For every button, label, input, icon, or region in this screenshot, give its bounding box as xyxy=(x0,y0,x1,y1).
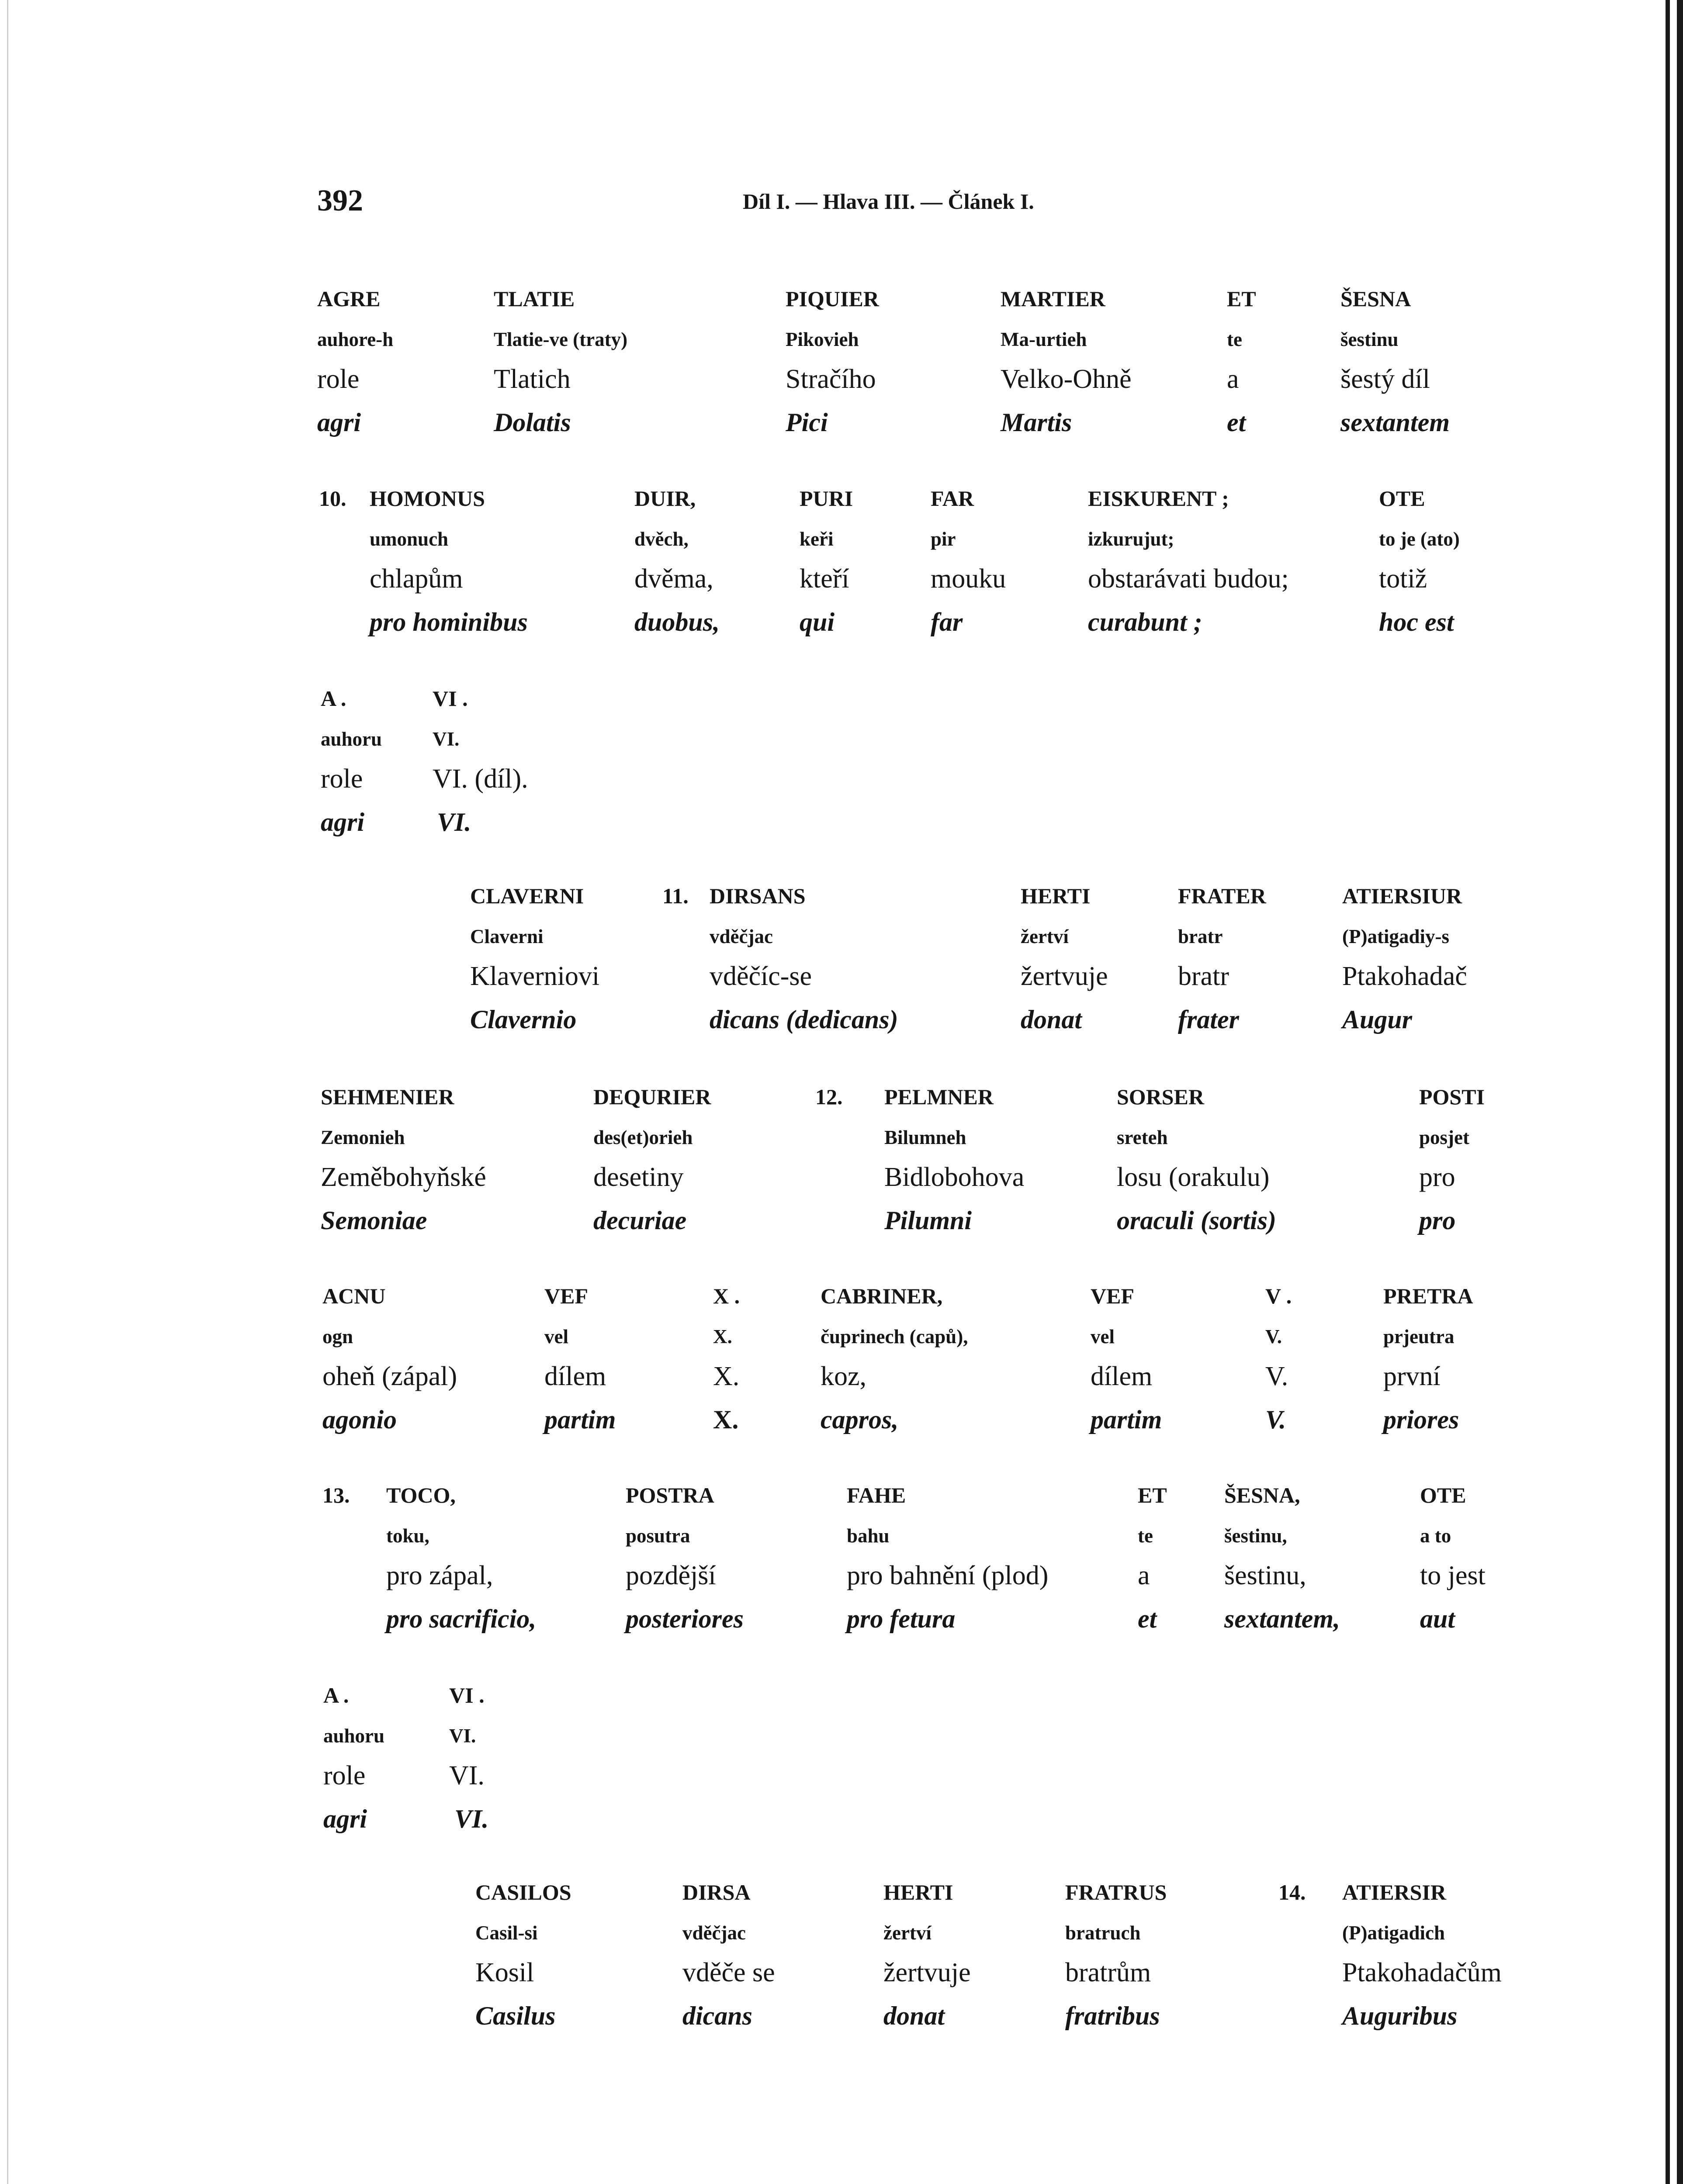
latin-translation: far xyxy=(931,608,963,636)
czech-word: první xyxy=(1383,1362,1441,1391)
latin-translation: Auguribus xyxy=(1342,2001,1458,2030)
left-page-edge xyxy=(7,0,8,2184)
latin-translation: pro fetura xyxy=(847,1604,956,1633)
czech-word: šestý díl xyxy=(1340,364,1430,394)
latin-word: PELMNER xyxy=(884,1085,994,1109)
section-number: 12. xyxy=(815,1085,843,1109)
slavic-word: šestinu, xyxy=(1224,1525,1287,1547)
latin-translation: agri xyxy=(321,808,365,836)
czech-word: Ptakohadačům xyxy=(1342,1958,1502,1987)
latin-word: HOMONUS xyxy=(370,486,485,511)
latin-translation: X. xyxy=(713,1405,739,1434)
slavic-word: toku, xyxy=(386,1525,429,1547)
section-number: 11. xyxy=(662,884,689,908)
latin-translation: agri xyxy=(317,408,361,437)
slavic-word: keři xyxy=(800,528,834,550)
slavic-word: izkurujut; xyxy=(1088,528,1174,550)
slavic-word: posutra xyxy=(626,1525,690,1547)
slavic-word: pir xyxy=(931,528,956,550)
czech-word: pozdější xyxy=(626,1561,716,1590)
czech-word: pro zápal, xyxy=(386,1561,493,1590)
czech-word: dvěma, xyxy=(634,564,713,594)
running-title: Díl I. — Hlava III. — Článek I. xyxy=(743,189,1034,214)
section-number: 14. xyxy=(1278,1880,1306,1904)
czech-word: vděčíc-se xyxy=(710,961,812,991)
czech-word: obstarávati budou; xyxy=(1088,564,1289,594)
slavic-word: auhoru xyxy=(323,1725,385,1747)
czech-word: role xyxy=(317,364,360,394)
slavic-word: prjeutra xyxy=(1383,1326,1454,1348)
slavic-word: des(et)orieh xyxy=(593,1127,693,1148)
latin-translation: VI. xyxy=(437,808,471,836)
latin-translation: donat xyxy=(1021,1005,1082,1034)
slavic-word: umonuch xyxy=(370,528,449,550)
latin-word: FRATRUS xyxy=(1065,1880,1167,1904)
latin-translation: curabunt ; xyxy=(1088,608,1202,636)
latin-word: FAHE xyxy=(847,1483,906,1507)
latin-translation: hoc est xyxy=(1379,608,1454,636)
czech-word: totiž xyxy=(1379,564,1427,594)
slavic-word: (P)atigadiy-s xyxy=(1342,926,1449,947)
latin-translation: duobus, xyxy=(634,608,720,636)
section-number: 10. xyxy=(319,486,346,511)
latin-word: EISKURENT ; xyxy=(1088,486,1229,511)
slavic-word: Zemonieh xyxy=(321,1127,405,1148)
slavic-word: auhore-h xyxy=(317,328,394,350)
latin-translation: qui xyxy=(800,608,835,636)
latin-word: ŠESNA, xyxy=(1224,1483,1300,1507)
latin-word: PURI xyxy=(800,486,853,511)
czech-word: Klaverniovi xyxy=(470,961,600,991)
czech-word: chlapům xyxy=(370,564,463,594)
czech-word: pro xyxy=(1419,1162,1455,1192)
latin-translation: aut xyxy=(1420,1604,1455,1633)
latin-word: FAR xyxy=(931,486,974,511)
latin-word: VI . xyxy=(449,1683,485,1707)
latin-word: HERTI xyxy=(883,1880,953,1904)
latin-translation: partim xyxy=(1091,1405,1162,1434)
latin-word: OTE xyxy=(1420,1483,1466,1507)
slavic-word: VI. xyxy=(449,1725,476,1747)
czech-word: oheň (zápal) xyxy=(322,1362,457,1391)
latin-word: ACNU xyxy=(322,1284,386,1308)
latin-translation: posteriores xyxy=(626,1604,744,1633)
slavic-word: žertví xyxy=(883,1922,932,1944)
latin-word: MARTIER xyxy=(1001,287,1105,311)
latin-translation: Augur xyxy=(1342,1005,1413,1034)
slavic-word: sreteh xyxy=(1117,1127,1168,1148)
latin-word: VEF xyxy=(544,1284,588,1308)
latin-translation: pro sacrificio, xyxy=(386,1604,537,1633)
czech-word: dílem xyxy=(1091,1362,1153,1391)
right-page-edge-outer xyxy=(1677,0,1683,2184)
slavic-word: to je (ato) xyxy=(1379,528,1460,550)
latin-translation: et xyxy=(1227,408,1246,437)
right-page-edge xyxy=(1666,0,1670,2184)
latin-translation: priores xyxy=(1383,1405,1459,1434)
slavic-word: bahu xyxy=(847,1525,890,1547)
slavic-word: čuprinech (capů), xyxy=(821,1326,968,1348)
slavic-word: a to xyxy=(1420,1525,1451,1547)
slavic-word: auhoru xyxy=(321,728,382,750)
czech-word: a xyxy=(1138,1561,1150,1590)
slavic-word: V. xyxy=(1265,1326,1282,1348)
latin-translation: capros, xyxy=(821,1405,899,1434)
slavic-word: (P)atigadich xyxy=(1342,1922,1445,1944)
latin-word: DEQURIER xyxy=(593,1085,711,1109)
czech-word: X. xyxy=(713,1362,740,1391)
slavic-word: ogn xyxy=(322,1326,353,1348)
latin-translation: et xyxy=(1138,1604,1157,1633)
latin-translation: sextantem, xyxy=(1224,1604,1340,1633)
latin-translation: V. xyxy=(1265,1405,1286,1434)
latin-translation: VI. xyxy=(454,1804,489,1833)
slavic-word: bratr xyxy=(1178,926,1223,947)
latin-word: X . xyxy=(713,1284,740,1308)
latin-word: AGRE xyxy=(317,287,381,311)
czech-word: Velko-Ohně xyxy=(1001,364,1132,394)
slavic-word: vel xyxy=(544,1326,568,1348)
latin-translation: frater xyxy=(1178,1005,1239,1034)
latin-translation: pro xyxy=(1419,1206,1456,1235)
czech-word: Kosil xyxy=(475,1958,534,1987)
latin-word: CABRINER, xyxy=(821,1284,943,1308)
latin-translation: dicans xyxy=(682,2001,753,2030)
latin-word: POSTRA xyxy=(626,1483,714,1507)
latin-translation: agri xyxy=(323,1804,367,1833)
slavic-word: žertví xyxy=(1021,926,1069,947)
slavic-word: Bilumneh xyxy=(884,1127,966,1148)
latin-word: ATIERSIR xyxy=(1342,1880,1447,1904)
czech-word: role xyxy=(323,1761,366,1790)
latin-translation: fratribus xyxy=(1065,2001,1160,2030)
czech-word: Tlatich xyxy=(494,364,571,394)
slavic-word: vel xyxy=(1091,1326,1115,1348)
slavic-word: vděčjac xyxy=(682,1922,746,1944)
czech-word: šestinu, xyxy=(1224,1561,1306,1590)
latin-word: ATIERSIUR xyxy=(1342,884,1462,908)
slavic-word: VI. xyxy=(433,728,460,750)
czech-word: dílem xyxy=(544,1362,606,1391)
latin-translation: partim xyxy=(544,1405,616,1434)
latin-translation: Casilus xyxy=(475,2001,556,2030)
czech-word: desetiny xyxy=(593,1162,684,1192)
latin-word: SORSER xyxy=(1117,1085,1205,1109)
latin-word: PRETRA xyxy=(1383,1284,1473,1308)
latin-word: FRATER xyxy=(1178,884,1266,908)
czech-word: žertvuje xyxy=(883,1958,971,1987)
czech-word: pro bahnění (plod) xyxy=(847,1561,1049,1590)
latin-translation: Dolatis xyxy=(494,408,571,437)
latin-translation: Martis xyxy=(1001,408,1072,437)
czech-word: bratr xyxy=(1178,961,1229,991)
czech-word: losu (orakulu) xyxy=(1117,1162,1270,1192)
latin-translation: dicans (dedicans) xyxy=(710,1005,898,1034)
latin-word: DIRSANS xyxy=(710,884,806,908)
page-header xyxy=(0,183,1683,227)
latin-word: TLATIE xyxy=(494,287,575,311)
czech-word: V. xyxy=(1265,1362,1288,1391)
section-number: 13. xyxy=(322,1483,350,1507)
slavic-word: te xyxy=(1138,1525,1153,1547)
latin-word: SEHMENIER xyxy=(321,1085,454,1109)
slavic-word: posjet xyxy=(1419,1127,1469,1148)
latin-translation: Semoniae xyxy=(321,1206,427,1235)
latin-word: VI . xyxy=(433,686,468,711)
slavic-word: Claverni xyxy=(470,926,544,947)
slavic-word: šestinu xyxy=(1340,328,1399,350)
latin-word: A . xyxy=(323,1683,349,1707)
latin-word: ET xyxy=(1227,287,1256,311)
slavic-word: bratruch xyxy=(1065,1922,1141,1944)
latin-word: VEF xyxy=(1091,1284,1134,1308)
slavic-word: Ma-urtieh xyxy=(1001,328,1087,350)
latin-word: V . xyxy=(1265,1284,1292,1308)
czech-word: VI. xyxy=(449,1761,485,1790)
czech-word: Ptakohadač xyxy=(1342,961,1467,991)
czech-word: vděče se xyxy=(682,1958,775,1987)
latin-word: CLAVERNI xyxy=(470,884,584,908)
latin-word: HERTI xyxy=(1021,884,1091,908)
latin-translation: sextantem xyxy=(1340,408,1450,437)
slavic-word: te xyxy=(1227,328,1242,350)
czech-word: role xyxy=(321,764,363,794)
czech-word: a xyxy=(1227,364,1239,394)
latin-word: OTE xyxy=(1379,486,1425,511)
slavic-word: dvěch, xyxy=(634,528,689,550)
czech-word: VI. (díl). xyxy=(433,764,528,794)
latin-translation: oraculi (sortis) xyxy=(1117,1206,1277,1235)
latin-word: CASILOS xyxy=(475,1880,571,1904)
slavic-word: Casil-si xyxy=(475,1922,538,1944)
latin-translation: Pici xyxy=(786,408,828,437)
page-number: 392 xyxy=(317,184,363,218)
slavic-word: vděčjac xyxy=(710,926,773,947)
latin-word: A . xyxy=(321,686,346,711)
czech-word: Zeměbohyňské xyxy=(321,1162,486,1192)
latin-word: ET xyxy=(1138,1483,1167,1507)
latin-word: ŠESNA xyxy=(1340,287,1411,311)
czech-word: to jest xyxy=(1420,1561,1486,1590)
slavic-word: Pikovieh xyxy=(786,328,859,350)
czech-word: koz, xyxy=(821,1362,867,1391)
czech-word: mouku xyxy=(931,564,1006,594)
latin-translation: Clavernio xyxy=(470,1005,577,1034)
latin-translation: donat xyxy=(883,2001,945,2030)
czech-word: Bidlobohova xyxy=(884,1162,1025,1192)
latin-translation: decuriae xyxy=(593,1206,687,1235)
latin-word: POSTI xyxy=(1419,1085,1485,1109)
latin-translation: pro hominibus xyxy=(370,608,528,636)
latin-translation: agonio xyxy=(322,1405,397,1434)
latin-word: PIQUIER xyxy=(786,287,879,311)
czech-word: kteří xyxy=(800,564,849,594)
czech-word: Stračího xyxy=(786,364,876,394)
latin-word: DIRSA xyxy=(682,1880,751,1904)
czech-word: žertvuje xyxy=(1021,961,1108,991)
czech-word: bratrům xyxy=(1065,1958,1151,1987)
slavic-word: Tlatie-ve (traty) xyxy=(494,328,628,350)
latin-word: DUIR, xyxy=(634,486,696,511)
latin-translation: Pilumni xyxy=(884,1206,972,1235)
latin-word: TOCO, xyxy=(386,1483,456,1507)
slavic-word: X. xyxy=(713,1326,732,1348)
